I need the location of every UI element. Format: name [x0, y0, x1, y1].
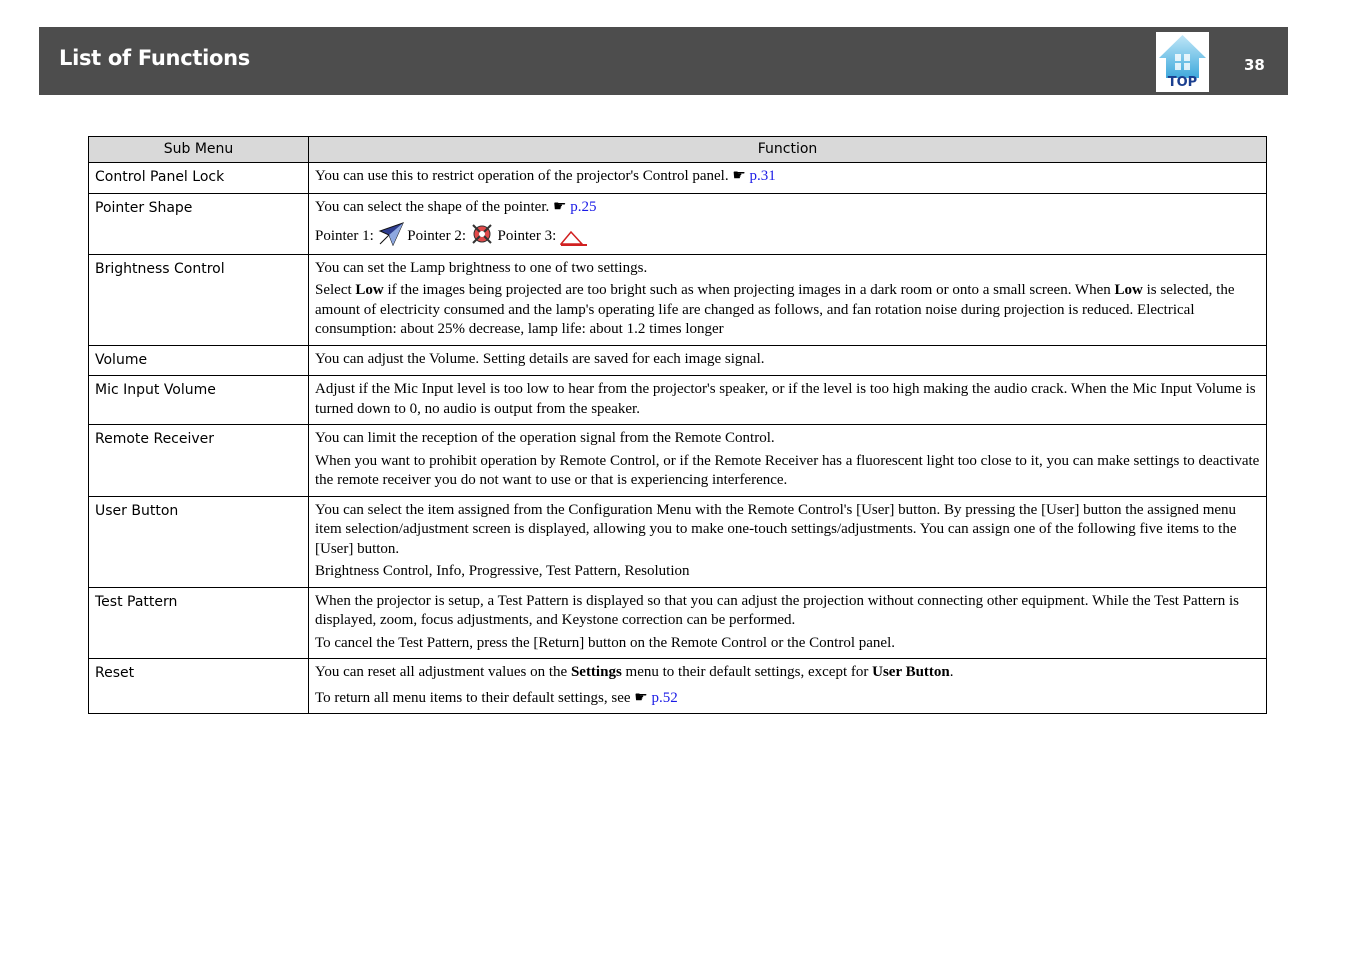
- function-text: You can reset all adjustment values on the Settings menu to their default settings, except for User Button.: [315, 664, 954, 680]
- sub-menu-cell: Reset: [89, 659, 309, 714]
- table-header-row: [89, 137, 1267, 163]
- pointing-hand-icon: ☛: [634, 689, 648, 706]
- pointer-2-label: Pointer 2:: [407, 228, 466, 244]
- function-text: Adjust if the Mic Input level is too low to hear from the projector's speaker, or if the level is too high making the audio crack. When the Mic Input Volume is turned down to 0, no audio is output from the speaker.: [315, 381, 1256, 417]
- column-header-sub-menu: Sub Menu: [89, 137, 309, 163]
- page-header: [39, 27, 1288, 95]
- function-text: Select Low if the images being projected are too bright such as when projecting images in a dark room or onto a small screen. When Low is selected, the amount of electricity consumed and the lamp's operating life are changed as follows, and fan rotation noise during projection is reduced. Electrical consumption: about 25% decrease, lamp life: about 1.2 times longer: [315, 282, 1235, 337]
- function-cell: [309, 425, 1267, 497]
- function-text: You can select the shape of the pointer.: [315, 198, 550, 215]
- page-number: 38: [1244, 56, 1265, 74]
- pointing-hand-icon: ☛: [732, 168, 746, 184]
- table-row: [89, 376, 1267, 425]
- sub-menu-cell: Pointer Shape: [89, 193, 309, 254]
- table-row: [89, 659, 1267, 714]
- function-text: Brightness Control, Info, Progressive, Test Pattern, Resolution: [315, 563, 690, 579]
- pointing-hand-icon: ☛: [553, 198, 567, 215]
- pointer-3-label: Pointer 3:: [497, 228, 557, 244]
- sub-menu-cell: Mic Input Volume: [89, 376, 309, 425]
- pointer-target-icon: [470, 222, 494, 246]
- sub-menu-cell: Test Pattern: [89, 587, 309, 659]
- page-reference-link[interactable]: p.31: [749, 168, 776, 184]
- function-cell: [309, 254, 1267, 345]
- function-cell: [309, 345, 1267, 376]
- pointer-1-label: Pointer 1:: [315, 228, 374, 244]
- sub-menu-cell: Volume: [89, 345, 309, 376]
- table-row: [89, 345, 1267, 376]
- table-row: [89, 163, 1267, 194]
- page-title: List of Functions: [59, 46, 250, 70]
- function-text: You can adjust the Volume. Setting details are saved for each image signal.: [315, 350, 765, 367]
- function-text: When you want to prohibit operation by Remote Control, or if the Remote Receiver has a fluorescent light too close to it, you can make settings to deactivate the remote receiver you do not want to use or that is experiencing interference.: [315, 452, 1260, 488]
- table-row: [89, 587, 1267, 659]
- function-text: To return all menu items to their default settings, see: [315, 689, 631, 706]
- function-cell: [309, 376, 1267, 425]
- function-text: To cancel the Test Pattern, press the [Return] button on the Remote Control or the Control panel.: [315, 634, 895, 651]
- functions-table: [88, 136, 1267, 714]
- column-header-function: Function: [309, 137, 1267, 163]
- sub-menu-cell: Brightness Control: [89, 254, 309, 345]
- function-text: You can select the item assigned from the Configuration Menu with the Remote Control's [User] button. By pressing the [User] button the assigned menu item selection/adjustment screen is displayed, allowing you to make one-touch settings/adjustments. You can assign one of the following five items to the [User] button.: [315, 501, 1237, 557]
- sub-menu-cell: Remote Receiver: [89, 425, 309, 497]
- page-reference-link[interactable]: p.25: [570, 198, 597, 215]
- table-row: [89, 425, 1267, 497]
- pointer-arrow-icon: [378, 222, 404, 246]
- page-reference-link[interactable]: p.52: [651, 689, 678, 706]
- pointer-underline-icon: [560, 230, 588, 246]
- table-row: [89, 496, 1267, 587]
- sub-menu-cell: User Button: [89, 496, 309, 587]
- function-cell: [309, 193, 1267, 254]
- top-label: TOP: [1167, 75, 1198, 90]
- function-text: When the projector is setup, a Test Pattern is displayed so that you can adjust the projection without connecting other equipment. While the Test Pattern is displayed, zoom, focus adjustments, and Keystone correction can be performed.: [315, 592, 1239, 628]
- function-text: You can limit the reception of the operation signal from the Remote Control.: [315, 430, 775, 446]
- function-cell: [309, 659, 1267, 714]
- function-text: You can use this to restrict operation of the projector's Control panel.: [315, 168, 729, 184]
- table-row: [89, 193, 1267, 254]
- function-cell: [309, 163, 1267, 194]
- top-button[interactable]: [1156, 32, 1209, 92]
- function-cell: [309, 496, 1267, 587]
- sub-menu-cell: Control Panel Lock: [89, 163, 309, 194]
- function-text: You can set the Lamp brightness to one of two settings.: [315, 259, 648, 276]
- table-row: [89, 254, 1267, 345]
- function-cell: [309, 587, 1267, 659]
